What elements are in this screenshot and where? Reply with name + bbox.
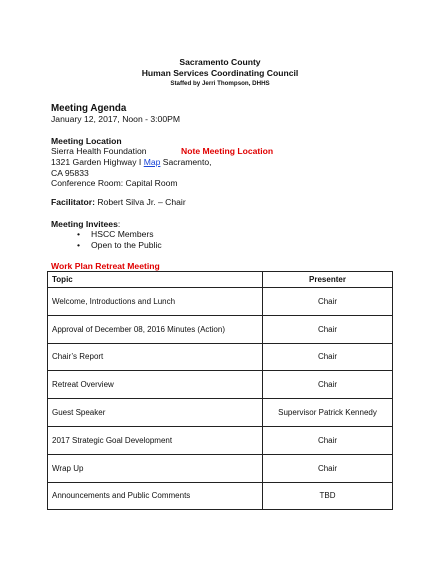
- invitees-line: Meeting Invitees:: [51, 219, 121, 229]
- location-street: 1321 Garden Highway I: [51, 157, 142, 167]
- location-name: Sierra Health Foundation: [51, 146, 147, 156]
- staff-line: Staffed by Jerri Thompson, DHHS: [170, 80, 270, 87]
- topic-column-header: Topic: [48, 272, 263, 288]
- table-row: [48, 399, 393, 427]
- presenter-column-header: Presenter: [263, 272, 393, 288]
- location-street-line: [51, 157, 212, 168]
- presenter-cell: Chair: [263, 371, 393, 399]
- topic-cell: Welcome, Introductions and Lunch: [48, 288, 263, 316]
- map-link[interactable]: Map: [143, 157, 161, 167]
- table-row: [48, 482, 393, 510]
- facilitator-label: Facilitator: [51, 197, 93, 207]
- table-row: [48, 454, 393, 482]
- presenter-cell: Chair: [263, 288, 393, 316]
- presenter-cell: Chair: [263, 315, 393, 343]
- presenter-cell: Chair: [263, 426, 393, 454]
- org-name: Sacramento County: [179, 57, 261, 67]
- topic-cell: 2017 Strategic Goal Development: [48, 426, 263, 454]
- bullet-icon: •: [77, 229, 81, 239]
- table-row: [48, 426, 393, 454]
- presenter-cell: TBD: [263, 482, 393, 510]
- table-row: [48, 315, 393, 343]
- council-name: Human Services Coordinating Council: [141, 68, 299, 78]
- table-row: [48, 371, 393, 399]
- presenter-cell: Supervisor Patrick Kennedy: [263, 399, 393, 427]
- topic-cell: Chair’s Report: [48, 343, 263, 371]
- agenda-table: [47, 271, 393, 510]
- location-state-zip: CA 95833: [51, 168, 89, 178]
- retreat-title: Work Plan Retreat Meeting: [51, 261, 160, 271]
- list-item: • Open to the Public: [77, 240, 162, 250]
- table-row: [48, 343, 393, 371]
- table-row: [48, 288, 393, 316]
- agenda-title: Meeting Agenda: [51, 103, 127, 114]
- document-header: [0, 57, 440, 88]
- topic-cell: Announcements and Public Comments: [48, 482, 263, 510]
- location-city: Sacramento,: [162, 157, 212, 167]
- topic-cell: Guest Speaker: [48, 399, 263, 427]
- location-label: Meeting Location: [51, 136, 122, 146]
- list-item: • HSCC Members: [77, 229, 154, 239]
- location-note: Note Meeting Location: [181, 146, 274, 156]
- presenter-cell: Chair: [263, 454, 393, 482]
- bullet-icon: •: [77, 240, 81, 250]
- table-header-row: [48, 272, 393, 288]
- invitees-list: [77, 229, 162, 251]
- facilitator-value: Robert Silva Jr. – Chair: [97, 197, 186, 207]
- facilitator-line: Facilitator: Robert Silva Jr. – Chair: [51, 197, 186, 207]
- location-room: Conference Room: Capital Room: [51, 178, 178, 188]
- topic-cell: Approval of December 08, 2016 Minutes (Action): [48, 315, 263, 343]
- topic-cell: Retreat Overview: [48, 371, 263, 399]
- agenda-date: January 12, 2017, Noon - 3:00PM: [51, 114, 180, 124]
- invitees-label: Meeting Invitees: [51, 219, 118, 229]
- topic-cell: Wrap Up: [48, 454, 263, 482]
- presenter-cell: Chair: [263, 343, 393, 371]
